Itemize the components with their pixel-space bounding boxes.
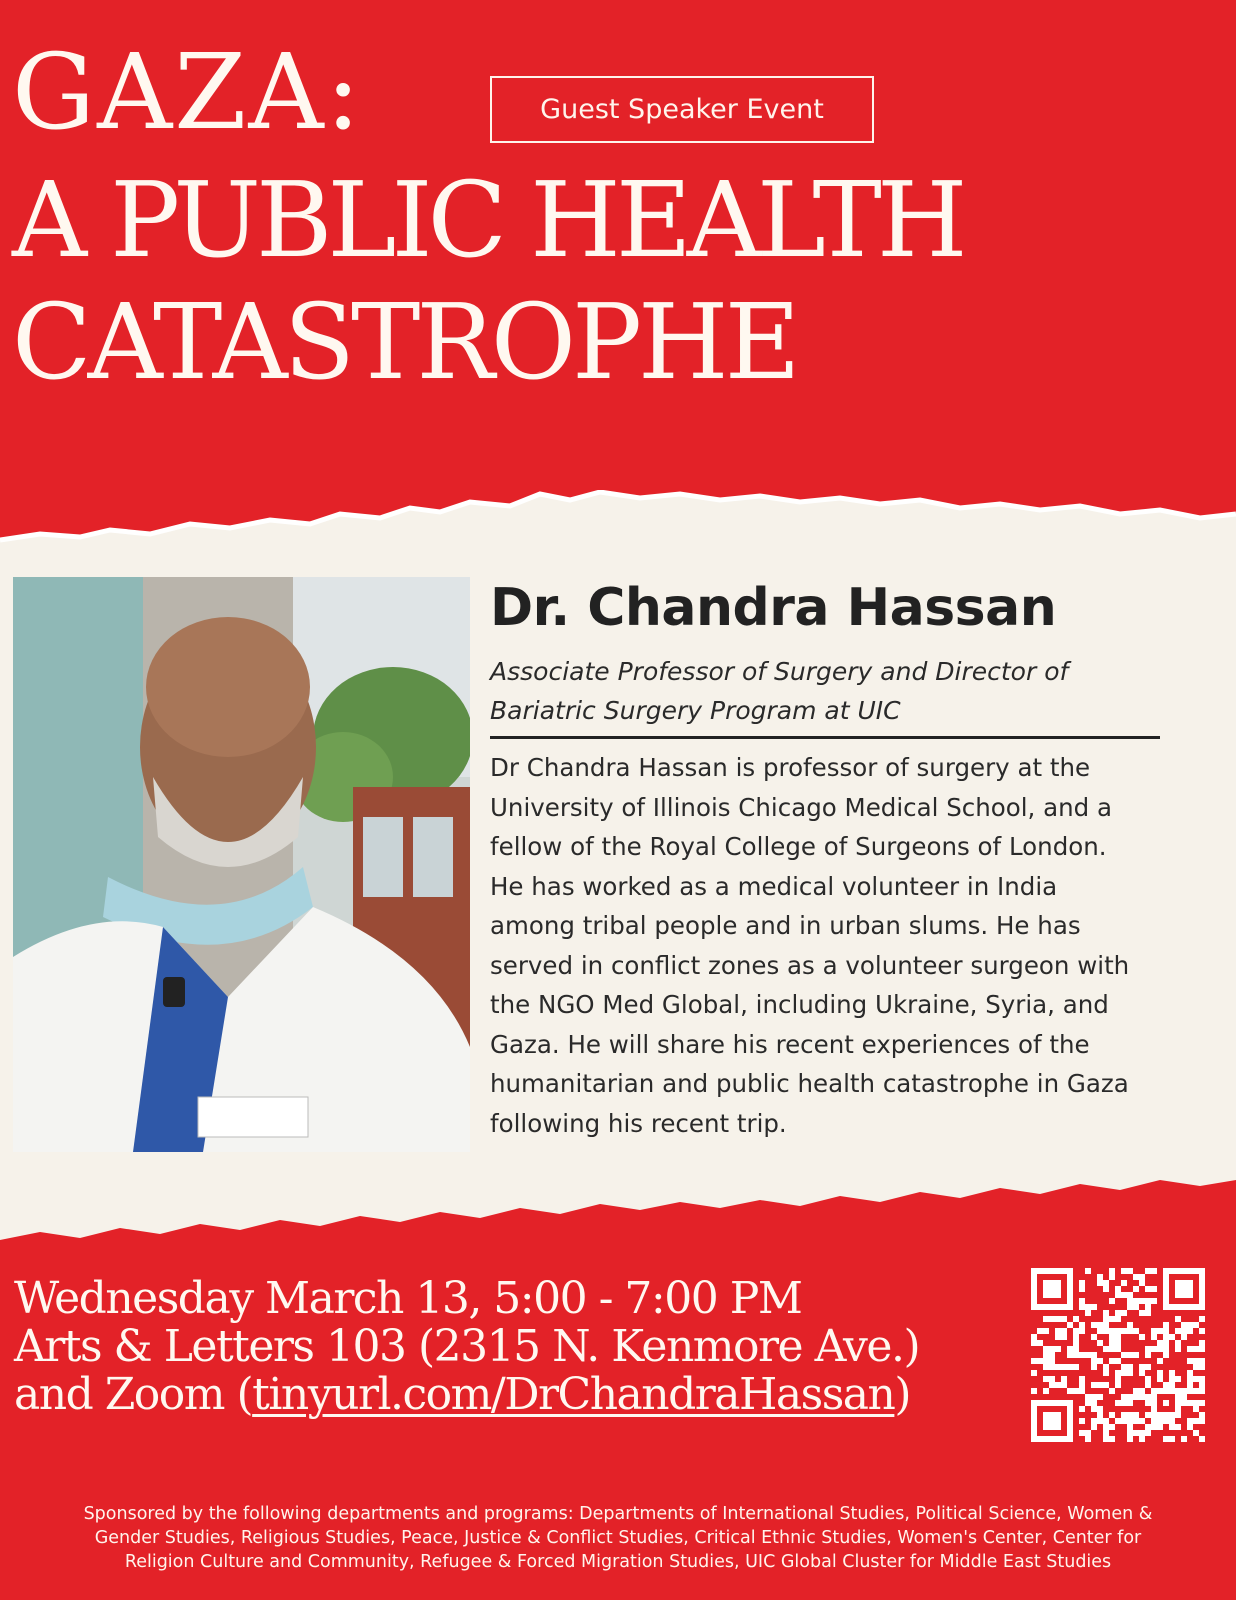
zoom-prefix: and Zoom ( [14, 1369, 253, 1420]
qr-code[interactable] [1031, 1268, 1205, 1442]
event-zoom [14, 1369, 911, 1420]
guest-speaker-badge [490, 76, 874, 143]
event-datetime: Wednesday March 13, 5:00 - 7:00 PM [14, 1273, 802, 1324]
speaker-photo [13, 577, 470, 1152]
bio-line: He has worked as a medical volunteer in India [490, 871, 1058, 901]
bio-line: the NGO Med Global, including Ukraine, Syria, and [490, 990, 1109, 1019]
bio-line: fellow of the Royal College of Surgeons of London. [490, 832, 1107, 861]
speaker-bio [490, 748, 1220, 1143]
title-line-1: GAZA: [12, 31, 363, 153]
sponsor-line-1: Sponsored by the following departments and programs: Departments of International Studies, Political Science, Women & [83, 1504, 1153, 1524]
event-location: Arts & Letters 103 (2315 N. Kenmore Ave.) [14, 1321, 920, 1372]
speaker-role [490, 652, 1190, 730]
sponsor-line-2: Gender Studies, Religious Studies, Peace, Justice & Conflict Studies, Critical Ethnic Studies, Women's Center, Center for [94, 1528, 1142, 1548]
badge-label: Guest Speaker Event [540, 94, 824, 125]
bio-line: following his recent trip. [490, 1108, 787, 1138]
role-line-1: Associate Professor of Surgery and Director of [490, 657, 1069, 686]
zoom-suffix: ) [894, 1369, 911, 1420]
role-line-2: Bariatric Surgery Program at UIC [490, 696, 901, 725]
sponsor-line-3: Religion Culture and Community, Refugee & Forced Migration Studies, UIC Global Cluster for Middle East Studies [124, 1552, 1112, 1572]
bio-line: University of Illinois Chicago Medical School, and a [490, 792, 1113, 822]
bio-line: Dr Chandra Hassan is professor of surgery at the [490, 753, 1091, 782]
bio-line: Gaza. He will share his recent experiences of the [490, 1029, 1090, 1059]
divider-rule [490, 736, 1160, 739]
speaker-name: Dr. Chandra Hassan [490, 578, 1057, 638]
bio-line: humanitarian and public health catastrophe in Gaza [490, 1069, 1129, 1098]
bio-line: among tribal people and in urban slums. He has [490, 911, 1081, 940]
zoom-link[interactable]: tinyurl.com/DrChandraHassan [252, 1369, 895, 1420]
title-line-2: A PUBLIC HEALTH [12, 159, 963, 281]
title-line-3: CATASTROPHE [12, 281, 797, 403]
sponsor-text [18, 1502, 1218, 1574]
bio-line: served in conflict zones as a volunteer surgeon with [490, 950, 1130, 980]
